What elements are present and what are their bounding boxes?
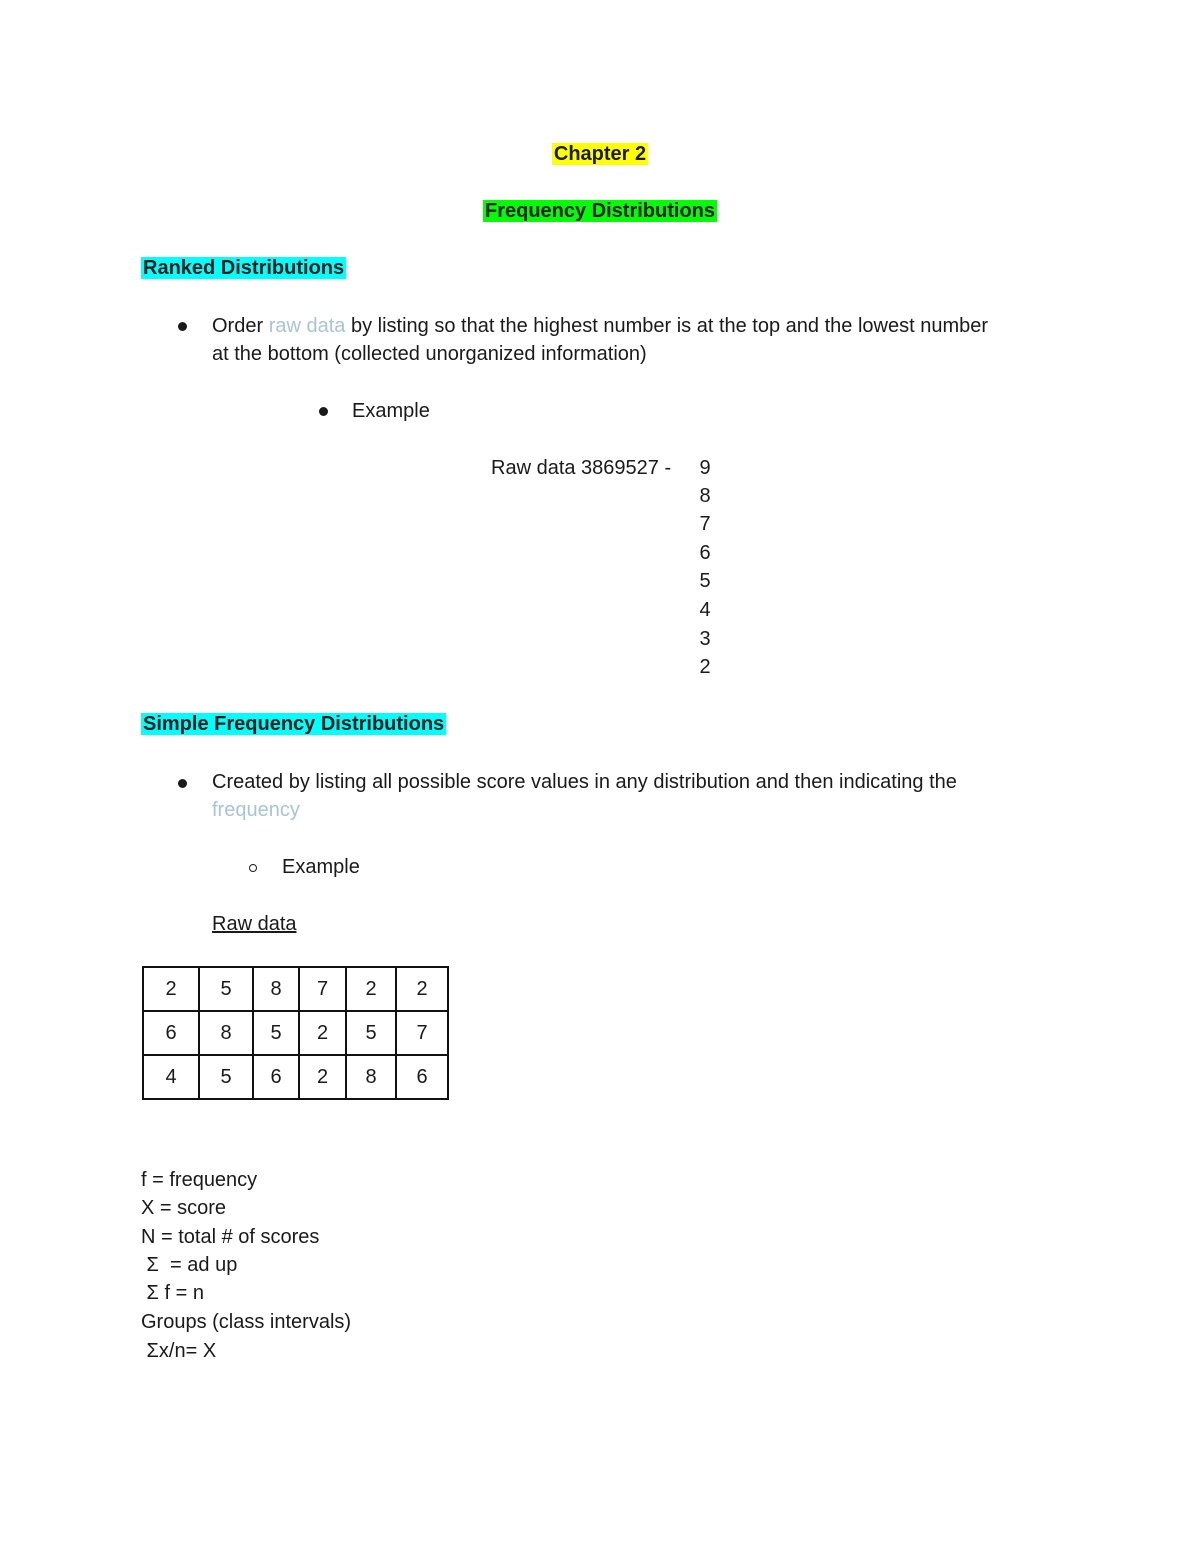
ranked-value: 6 [699,542,711,564]
bullet-circle-icon [249,864,257,872]
note-score: X = score [141,1197,227,1219]
bullet-disc-icon [178,779,187,788]
ranked-bullet-line2: at the bottom (collected unorganized information) [212,343,647,365]
table-cell: 8 [346,1055,396,1099]
table-cell: 7 [396,1011,448,1055]
table-cell: 5 [199,967,253,1011]
ranked-bullet-line1 [212,312,988,340]
ranked-heading: Ranked Distributions [143,257,345,279]
simple-heading-row [141,710,446,738]
table-cell: 2 [346,967,396,1011]
ranked-value: 5 [699,570,711,592]
frequency-link[interactable]: frequency [212,799,300,821]
ranked-value: 4 [699,599,711,621]
simple-example-label: Example [282,856,360,878]
table-cell: 2 [299,1055,346,1099]
table-cell: 6 [253,1055,299,1099]
note-groups: Groups (class intervals) [141,1311,352,1333]
bullet-disc-icon [178,322,187,331]
simple-heading: Simple Frequency Distributions [143,713,445,735]
note-sigma-add: Σ = ad up [141,1254,238,1276]
ranked-value: 7 [699,513,711,535]
table-cell: 7 [299,967,346,1011]
table-cell: 8 [199,1011,253,1055]
table-cell: 6 [396,1055,448,1099]
table-row [143,1011,448,1055]
table-cell: 2 [396,967,448,1011]
raw-data-table [142,966,449,1100]
table-cell: 5 [253,1011,299,1055]
chapter-title-row [0,140,1200,168]
ranked-value: 2 [699,656,711,678]
table-cell: 4 [143,1055,199,1099]
chapter-title: Chapter 2 [553,143,647,165]
note-frequency: f = frequency [141,1169,258,1191]
table-cell: 2 [143,967,199,1011]
doc-title: Frequency Distributions [484,200,716,222]
note-mean-formula: Σx/n= X [141,1340,217,1362]
table-cell: 6 [143,1011,199,1055]
raw-data-link[interactable]: raw data [268,315,346,337]
doc-title-row [0,197,1200,225]
note-total-scores: N = total # of scores [141,1226,320,1248]
note-sigma-f: Σ f = n [141,1282,204,1304]
ranked-bullet-pre: Order [212,315,269,337]
table-cell: 5 [199,1055,253,1099]
simple-bullet-line1: Created by listing all possible score values in any distribution and then indicating the [212,771,957,793]
table-cell: 5 [346,1011,396,1055]
table-cell: 2 [299,1011,346,1055]
ranked-bullet-post: by listing so that the highest number is at the top and the lowest number [345,315,989,337]
bullet-disc-icon [319,407,328,416]
ranked-raw-label: Raw data 3869527 - [491,457,672,479]
ranked-value: 9 [699,457,711,479]
ranked-value: 3 [699,628,711,650]
ranked-value: 8 [699,485,711,507]
table-row [143,967,448,1011]
table-row [143,1055,448,1099]
table-cell: 8 [253,967,299,1011]
ranked-example-label: Example [352,400,430,422]
raw-data-table-label: Raw data [212,913,297,935]
ranked-heading-row [141,254,346,282]
